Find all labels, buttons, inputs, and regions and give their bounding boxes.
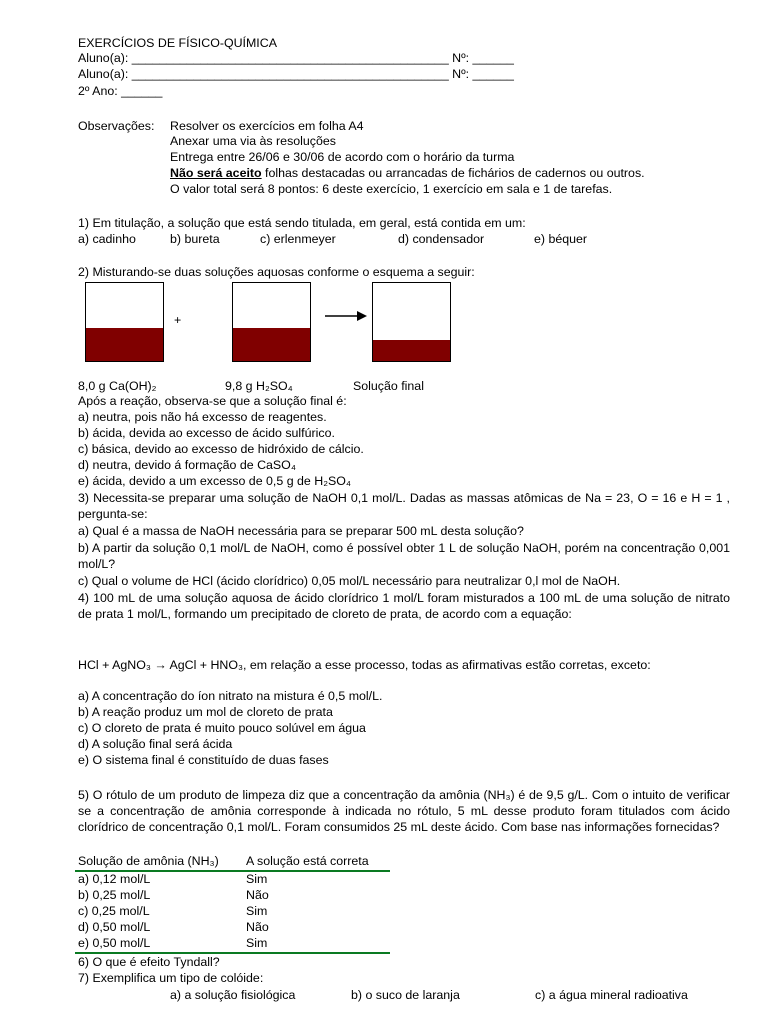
table-row: d) 0,50 mol/L xyxy=(78,920,151,934)
table-cell-correct: Sim xyxy=(246,904,268,918)
table-row: b) 0,25 mol/L xyxy=(78,888,151,902)
table-cell-correct: Sim xyxy=(246,872,268,886)
beaker-2-label: 9,8 g H₂SO₄ xyxy=(225,379,293,393)
observation-4-rest: folhas destacadas ou arrancadas de fichários de cadernos ou outros. xyxy=(261,166,645,180)
observation-5: O valor total será 8 pontos: 6 deste exercício, 1 exercício em sala e 1 de tarefas. xyxy=(170,182,613,196)
q2-option-e: e) ácida, devido a um excesso de 0,5 g de H₂SO₄ xyxy=(78,474,351,488)
q3-item-b: b) A partir da solução 0,1 mol/L de NaOH, como é possível obter 1 L de solução NaOH, porém na concentração 0,001 mol/L? xyxy=(78,541,730,571)
question-4-text: 4) 100 mL de uma solução aquosa de ácido clorídrico 1 mol/L foram misturados a 100 mL de uma solução de nitrato de prata 1 mol/L, formando um precipitado de cloreto de prata, de acordo com a equação: xyxy=(78,591,730,621)
q7-option-a: a) a solução fisiológica xyxy=(170,988,296,1002)
table-row: a) 0,12 mol/L xyxy=(78,872,151,886)
beaker-2-liquid xyxy=(233,328,310,361)
q4-option-e: e) O sistema final é constituído de duas fases xyxy=(78,753,329,767)
q3-item-c: c) Qual o volume de HCl (ácido clorídrico) 0,05 mol/L necessário para neutralizar 0,l mol de NaOH. xyxy=(78,574,621,588)
beaker-sulfuric-acid xyxy=(232,282,311,362)
q7-option-b: b) o suco de laranja xyxy=(351,988,460,1002)
beaker-1-liquid xyxy=(86,328,163,361)
question-1-text: 1) Em titulação, a solução que está sendo titulada, em geral, está contida em um: xyxy=(78,216,526,230)
q7-option-c: c) a água mineral radioativa xyxy=(535,988,688,1002)
q2-option-c: c) básica, devido ao excesso de hidróxido de cálcio. xyxy=(78,442,364,456)
table-row: e) 0,50 mol/L xyxy=(78,936,151,950)
q2-option-b: b) ácida, devida ao excesso de ácido sulfúrico. xyxy=(78,426,335,440)
table-cell-correct: Não xyxy=(246,888,269,902)
q1-option-c: c) erlenmeyer xyxy=(260,232,336,246)
q1-option-e: e) béquer xyxy=(534,232,588,246)
student-name-line-1: Aluno(a): ______________________________________________ Nº: ______ xyxy=(78,51,514,65)
beaker-final-solution xyxy=(372,282,451,362)
school-year-line: 2º Ano: ______ xyxy=(78,84,163,98)
observation-3: Entrega entre 26/06 e 30/06 de acordo com o horário da turma xyxy=(170,150,515,164)
q4-option-a: a) A concentração do íon nitrato na mistura é 0,5 mol/L. xyxy=(78,689,383,703)
q1-option-b: b) bureta xyxy=(170,232,220,246)
question-6-text: 6) O que é efeito Tyndall? xyxy=(78,955,220,969)
question-3-text: 3) Necessita-se preparar uma solução de NaOH 0,1 mol/L. Dadas as massas atômicas de Na = 23, O = 16 e H = 1 , pergunta-se: xyxy=(78,491,730,521)
q4-option-d: d) A solução final será ácida xyxy=(78,737,233,751)
question-5-text: 5) O rótulo de um produto de limpeza diz que a concentração da amônia (NH₃) é de 9,5 g/L. Com o intuito de verificar se a concentração de amônia corresponde à indicada no rótulo, 5 mL desse produto foram titulados com ácido clorídrico de concentração 0,1 mol/L. Foram consumidos 25 mL deste ácido. Com base nas informações fornecidas? xyxy=(78,788,730,834)
table-bottom-rule xyxy=(75,952,390,954)
q4-equation: HCl + AgNO₃ → AgCl + HNO₃, em relação a esse processo, todas as afirmativas estão corretas, exceto: xyxy=(78,658,651,672)
plus-sign: + xyxy=(174,313,182,327)
q1-option-d: d) condensador xyxy=(398,232,485,246)
observation-2: Anexar uma via às resoluções xyxy=(170,134,336,148)
table-row: c) 0,25 mol/L xyxy=(78,904,150,918)
table-cell-correct: Sim xyxy=(246,936,268,950)
q3-item-a: a) Qual é a massa de NaOH necessária para se preparar 500 mL desta solução? xyxy=(78,524,524,538)
reaction-arrow-icon xyxy=(323,305,369,327)
question-2-text: 2) Misturando-se duas soluções aquosas conforme o esquema a seguir: xyxy=(78,265,475,279)
question-2-intro: Após a reação, observa-se que a solução final é: xyxy=(78,394,347,408)
not-accepted-emphasis: Não será aceito xyxy=(170,166,262,180)
document-title: EXERCÍCIOS DE FÍSICO-QUÍMICA xyxy=(78,36,277,50)
observation-1: Resolver os exercícios em folha A4 xyxy=(170,119,364,133)
beaker-calcium-hydroxide xyxy=(85,282,164,362)
beaker-3-liquid xyxy=(373,340,450,361)
q4-option-c: c) O cloreto de prata é muito pouco solúvel em água xyxy=(78,721,366,735)
question-7-text: 7) Exemplifica um tipo de colóide: xyxy=(78,971,264,985)
q4-option-b: b) A reação produz um mol de cloreto de prata xyxy=(78,705,333,719)
observation-4 xyxy=(170,165,645,181)
table-cell-correct: Não xyxy=(246,920,269,934)
table-header-col1: Solução de amônia (NH₃) xyxy=(78,854,219,868)
q2-option-a: a) neutra, pois não há excesso de reagentes. xyxy=(78,410,327,424)
q2-option-d: d) neutra, devido á formação de CaSO₄ xyxy=(78,458,296,472)
student-name-line-2: Aluno(a): ______________________________________________ Nº: ______ xyxy=(78,67,514,81)
observations-label: Observações: xyxy=(78,119,155,133)
table-header-col2: A solução está correta xyxy=(246,854,369,868)
q1-option-a: a) cadinho xyxy=(78,232,136,246)
beaker-3-label: Solução final xyxy=(353,379,424,393)
beaker-1-label: 8,0 g Ca(OH)₂ xyxy=(78,379,157,393)
